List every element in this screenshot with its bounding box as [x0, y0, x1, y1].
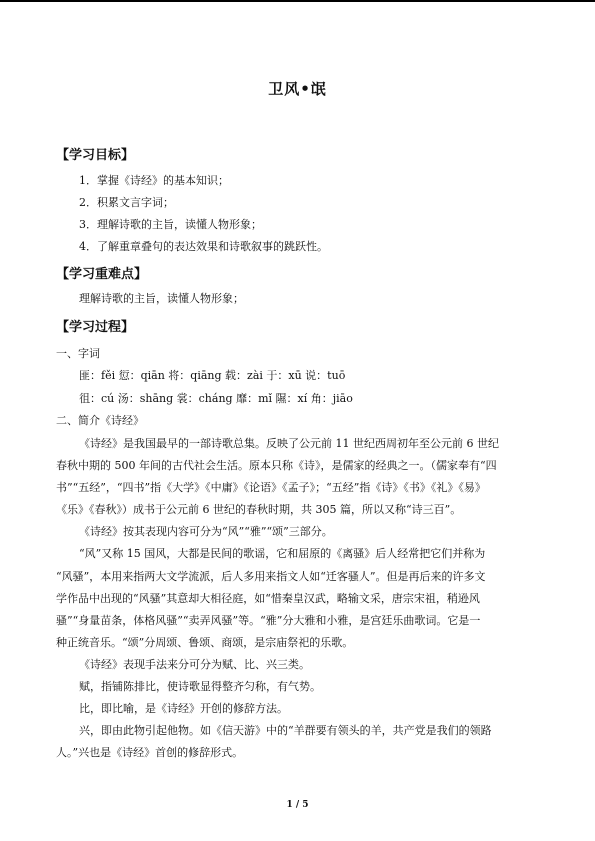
paragraph-line: 春秋中期的 500 年间的古代社会生活。原本只称《诗》，是儒家的经典之一。（儒家奉有“四	[56, 459, 497, 472]
paragraph-line: 学作品中出现的“风骚”其意却大相径庭，如“惜秦皇汉武，略输文采，唐宗宋祖，稍逊风	[56, 592, 480, 605]
paragraph-line: 骚”“身量苗条，体格风骚”“卖弄风骚”等。“雅”分大雅和小雅，是宫廷乐曲歌词。它是一	[56, 614, 481, 627]
paragraph-line: 《诗经》表现手法来分可分为赋、比、兴三类。	[79, 658, 310, 671]
paragraph-line: 书”“五经”，“四书”指《大学》《中庸》《论语》《孟子》；“五经”指《诗》《书》《礼》《易》	[56, 481, 486, 494]
paragraph-line: 人。”兴也是《诗经》首创的修辞形式。	[56, 746, 244, 759]
words-line: 徂：cú 汤：shāng 裳：cháng 靡：mǐ 隰：xí 角：jiāo	[79, 392, 353, 405]
goal-item: 2．积累文言字词；	[79, 196, 174, 209]
part2-heading: 二、简介《诗经》	[56, 414, 144, 427]
process-heading: 【学习过程】	[56, 320, 135, 335]
goal-item: 1．掌握《诗经》的基本知识；	[79, 174, 229, 187]
page-number: 1 / 5	[286, 800, 309, 810]
difficulty-text: 理解诗歌的主旨，读懂人物形象；	[79, 292, 244, 305]
part1-heading: 一、字词	[56, 347, 100, 360]
paragraph-line: 《诗经》按其表现内容可分为“风”“雅”“颂”三部分。	[79, 525, 333, 538]
goals-heading: 【学习目标】	[56, 148, 135, 163]
paragraph-line: 种正统音乐。“颂”分周颂、鲁颂、商颂，是宗庙祭祀的乐歌。	[56, 636, 354, 649]
goal-item: 4．了解重章叠句的表达效果和诗歌叙事的跳跃性。	[79, 240, 328, 253]
difficulty-heading: 【学习重难点】	[56, 267, 148, 282]
paragraph-line: 赋，指铺陈排比，使诗歌显得整齐匀称，有气势。	[79, 680, 321, 693]
paragraph-line: “风骚”，本用来指两大文学流派，后人多用来指文人如“迁客骚人”。但是再后来的许多文	[56, 570, 486, 583]
paragraph-line: 兴，即由此物引起他物。如《信天游》中的“羊群要有领头的羊，共产党是我们的领路	[79, 724, 492, 737]
goal-item: 3．理解诗歌的主旨，读懂人物形象；	[79, 218, 262, 231]
page-title: 卫风•氓	[268, 80, 327, 98]
paragraph-line: 比，即比喻，是《诗经》开创的修辞方法。	[79, 702, 288, 715]
paragraph-line: “风”又称 15 国风，大都是民间的歌谣，它和屈原的《离骚》后人经常把它们并称为	[79, 547, 486, 560]
paragraph-line: 《乐》《春秋》）成书于公元前 6 世纪的春秋时期，共 305 篇，所以又称“诗三百”。	[56, 503, 462, 516]
top-rule	[0, 0, 595, 2]
words-line: 匪：fěi 愆：qiān 将：qiāng 载：zài 于：xū 说：tuō	[79, 369, 346, 382]
paragraph-line: 《诗经》是我国最早的一部诗歌总集。反映了公元前 11 世纪西周初年至公元前 6 世纪	[79, 437, 499, 450]
